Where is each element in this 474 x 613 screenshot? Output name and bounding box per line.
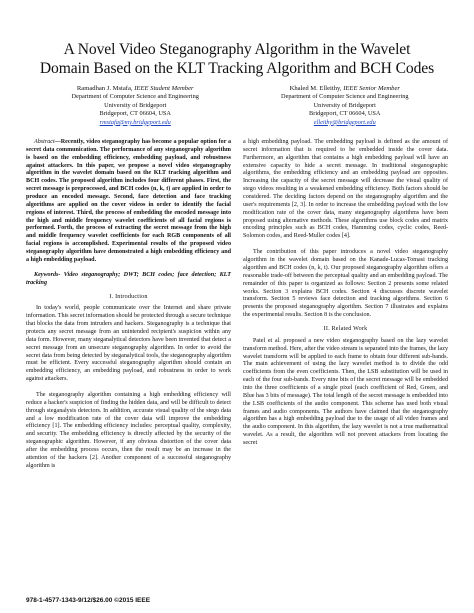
paragraph: In today's world, people communicate over the Internet and share private information. This secret information should be protected through a secure technique that blocks the data from intruders and hackers. Steganography is a technique that protects any secret message from an unintended recipient's suspicion within any data form. However, many steganalytical detectors have been invented that detect a secret message from an unsecure steganography algorithm. In order to avoid the secret data from being detected by steganalytical tools, the steganography algorithm must be efficient. Every successful steganography algorithm should contain an embedding efficiency, an embedding payload, and robustness in order to work against attackers. xyxy=(26,305,231,383)
copyright-footer: 978-1-4577-1343-9/12/$26.00 ©2015 IEEE xyxy=(26,597,151,604)
keywords-label: Keywords- xyxy=(34,271,61,278)
author-1 xyxy=(46,85,224,127)
title-line-2: Domain Based on the KLT Tracking Algorithm and BCH Codes xyxy=(39,60,435,77)
author-role: IEEE Student Member xyxy=(134,85,194,92)
abstract xyxy=(26,139,231,265)
author-dept: Department of Computer Science and Engineering xyxy=(71,93,199,101)
abstract-text: —Recently, video steganography has become a popular option for a secret data communication. The performance of any steganography algorithm is based on the embedding efficiency, embedding payload, and robustness against attackers. In this paper, we propose a novel video steganography algorithm in the wavelet domain based on the KLT tracking algorithm and BCH codes. The proposed algorithm includes four different phases. First, the secret message is preprocessed, and BCH codes (n, k, t) are applied in order to produce an encoded message. Second, face detection and face tracking algorithms are applied on the cover videos in order to identify the facial regions of interest. Third, the process of embedding the encoded message into the high and middle frequency wavelet coefficients of all facial regions is performed. Forth, the process of extracting the secret message from the high and middle frequency wavelet coefficients for each RGB components of all facial regions is accomplished. Experimental results of the proposed video steganography algorithm have demonstrated a high embedding efficiency and a high embedding payload. xyxy=(26,139,231,263)
right-column xyxy=(243,139,448,471)
author-dept: Department of Computer Science and Engineering xyxy=(281,93,409,101)
keywords-text: Video steganography; DWT; BCH codes; face detection; KLT tracking xyxy=(26,271,231,286)
abstract-label: Abstract xyxy=(34,139,55,146)
paragraph: The steganography algorithm containing a high embedding efficiency will reduce a hacker's suspicion of finding the hidden data, and will be difficult to detect through steganalysis detectors. In addition, accurate visual quality of the stego data and a low modification rate of the cover data will improve the embedding efficiency [1]. The embedding efficiency includes: perceptual quality, complexity, and security. The embedding efficiency is directly affected by the security of the steganographic algorithm. However, if any obvious distortion of the cover data after the embedding process occurs, then the result may be an increase in the attention of the hackers [2]. Another component of a successful steganography algorithm is xyxy=(26,391,231,469)
paragraph: The contribution of this paper introduces a novel video steganography algorithm in the wavelet domain based on the Kanade-Lucas-Tomasi tracking algorithm and BCH codes (n, k, t). Our proposed steganography algorithm offers a reasonable trade-off between the perceptual quality and an embedding payload. The remainder of this paper is organized as follows: Section 2 presents some related works. Section 3 explains BCH codes. Section 4 discusses discrete wavelet transform. Section 5 reviews face detection and tracking algorithms. Section 6 presents the proposed steganography algorithm. Section 7 illustrates and explains the experimental results. Section 8 is the conclusion. xyxy=(243,249,448,319)
author-univ: University of Bridgeport xyxy=(313,101,376,109)
keywords xyxy=(26,272,231,288)
section-heading-related-work: II. Related Work xyxy=(323,325,368,332)
author-univ: University of Bridgeport xyxy=(104,101,167,109)
title-line-1: A Novel Video Steganography Algorithm in the Wavelet xyxy=(63,41,411,58)
author-2 xyxy=(256,85,434,127)
author-name: Ramadhan J. Mstafa, xyxy=(76,85,133,92)
author-role: IEEE Senior Member xyxy=(343,85,400,92)
paper-title xyxy=(26,40,448,78)
author-city: Bridgeport, CT 06604, USA xyxy=(99,110,171,118)
paragraph: a high embedding payload. The embedding payload is defined as the amount of secret information that is required to be embedded inside the cover data. Furthermore, an algorithm that contains a high embedding payload will have an extensive capacity to hide a secret message. In traditional steganographic algorithms, the embedding efficiency and an embedding payload are opposites. Increasing the capacity of the secret message will decrease the visual quality of stego videos resulting in a weakened embedding efficiency. Both factors should be considered. The deciding factors depend on the steganography algorithm and the user's requirements [2, 3]. In order to increase the embedding payload with the low modification rate of the cover data, many steganography algorithms have been proposed using alternative methods. These algorithms use block codes and matrix encoding principles such as BCH codes, Hamming codes, cyclic codes, Reed-Solomon codes, and Reed-Muller codes [4]. xyxy=(243,139,448,240)
author-email-link[interactable]: rmstafa@my.bridgeport.edu xyxy=(99,118,171,126)
author-block xyxy=(26,85,448,127)
section-heading-introduction: I. Introduction xyxy=(109,293,148,300)
two-column-body xyxy=(26,139,448,471)
author-city: Bridgeport, CT 06604, USA xyxy=(309,110,381,118)
author-email-link[interactable]: elleithy@bridgeport.edu xyxy=(313,118,376,126)
author-name: Khaled M. Elleithy, xyxy=(289,85,342,92)
left-column xyxy=(26,139,231,471)
paragraph: Patel et al. proposed a new video steganography based on the lazy wavelet transform method. Here, after the video stream is separated into the frames, the lazy wavelet transform will be applied to each frame to obtain four different sub-bands. The main achievement of using the lazy wavelet method is to divide the odd coefficients from the even coefficients. Then, the LSB substitution will be used in each of the four sub-bands. Every nine bits of the secret message will be embedded into the three coefficients of a single pixel (each coefficient of Red, Green, and Blue has 3 bits of message). The total length of the secret message is embedded into the LSB coefficients of the audio component. This scheme has used both visual frames and audio components. The authors have claimed that the steganography algorithm has a high embedding payload due to the usage of all video frames and the audio component. In this algorithm, the lazy wavelet is not a true mathematical wavelet. As a result, the algorithm will not prevent attackers from locating the secret xyxy=(243,337,448,446)
